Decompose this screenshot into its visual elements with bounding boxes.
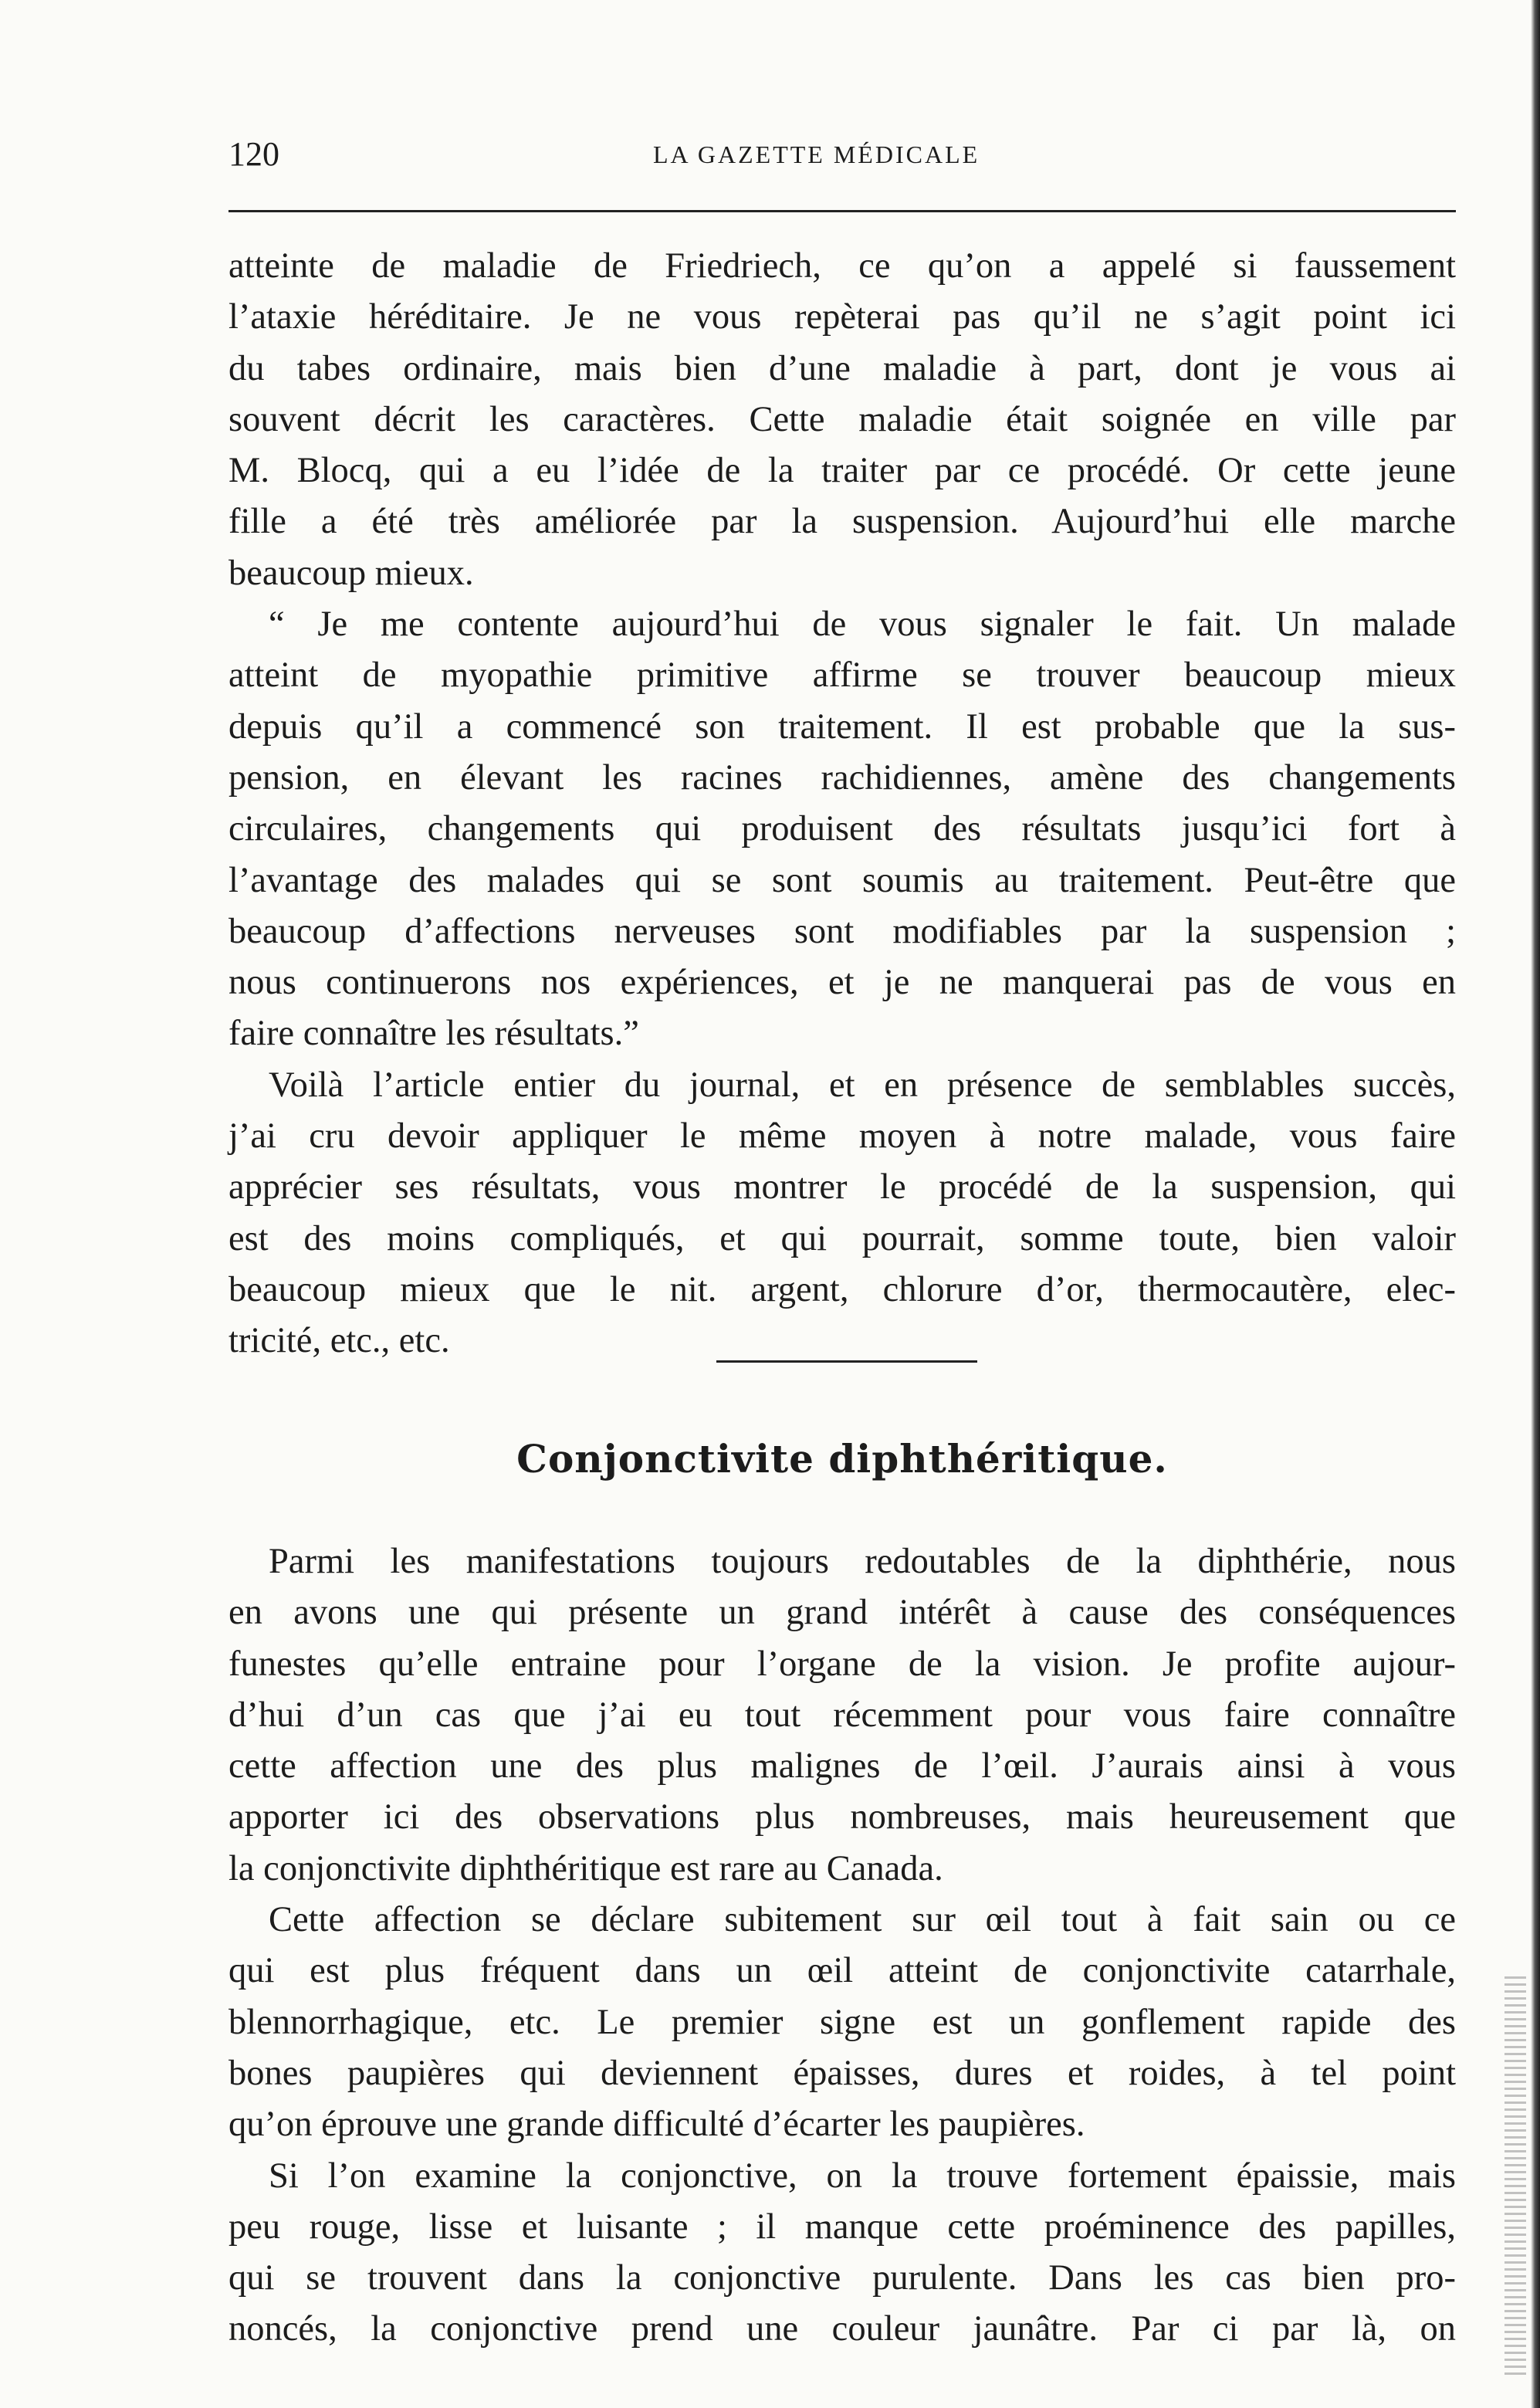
text-line: Si l’on examine la conjonctive, on la trouve fortement épaissie, mais <box>269 2156 1456 2196</box>
section-body <box>228 1536 1456 2356</box>
text-line: pension, en élevant les racines rachidiennes, amène des changements <box>228 757 1456 798</box>
text-line: blennorrhagique, etc. Le premier signe est un gonflement rapide des <box>228 2002 1456 2042</box>
journal-title: LA GAZETTE MÉDICALE <box>653 141 980 168</box>
paragraph <box>228 241 1456 599</box>
running-head <box>228 131 1456 178</box>
text-line: d’hui d’un cas que j’ai eu tout récemment pour vous faire connaître <box>228 1695 1456 1735</box>
text-line: faire connaître les résultats.” <box>228 1014 639 1054</box>
text-line: qu’on éprouve une grande difficulté d’écarter les paupières. <box>228 2105 1085 2145</box>
text-line: Parmi les manifestations toujours redoutables de la diphthérie, nous <box>269 1542 1456 1581</box>
text-line: tricité, etc., etc. <box>228 1321 450 1361</box>
text-line: M. Blocq, qui a eu l’idée de la traiter par ce procédé. Or cette jeune <box>228 451 1456 491</box>
text-line: peu rouge, lisse et luisante ; il manque cette proéminence des papilles, <box>228 2206 1456 2247</box>
text-line: qui se trouvent dans la conjonctive purulente. Dans les cas bien pro- <box>228 2258 1456 2298</box>
text-line: j’ai cru devoir appliquer le même moyen à notre malade, vous faire <box>228 1116 1456 1157</box>
text-line: beaucoup mieux. <box>228 553 474 593</box>
text-line: bones paupières qui deviennent épaisses, dures et roides, à tel point <box>228 2053 1456 2093</box>
text-line: beaucoup d’affections nerveuses sont modifiables par la suspension ; <box>228 911 1456 951</box>
text-line: atteint de myopathie primitive affirme se trouver beaucoup mieux <box>228 655 1456 696</box>
text-line: Cette affection se déclare subitement sur œil tout à fait sain ou ce <box>269 1900 1456 1940</box>
article-continued <box>228 241 1456 1367</box>
text-line: nous continuerons nos expériences, et je ne manquerai pas de vous en <box>228 963 1456 1003</box>
text-line: noncés, la conjonctive prend une couleur jaunâtre. Par ci par là, on <box>228 2309 1456 2349</box>
page-number: 120 <box>228 135 279 173</box>
text-line: en avons une qui présente un grand intérêt à cause des conséquences <box>228 1593 1456 1633</box>
header-rule <box>228 210 1456 212</box>
text-line: “ Je me contente aujourd’hui de vous signaler le fait. Un malade <box>269 605 1456 645</box>
paragraph <box>228 2151 1456 2356</box>
text-line: atteinte de maladie de Friedriech, ce qu’on a appelé si faussement <box>228 246 1456 286</box>
scan-edge-specks <box>1504 1976 1526 2378</box>
paragraph <box>228 599 1456 1060</box>
text-line: la conjonctivite diphthéritique est rare au Canada. <box>228 1848 943 1888</box>
section-title: Conjonctivite diphthéritique. <box>516 1436 1168 1482</box>
paragraph <box>228 1536 1456 1895</box>
text-line: qui est plus fréquent dans un œil atteint de conjonctivite catarrhale, <box>228 1951 1456 1991</box>
text-line: est des moins compliqués, et qui pourrait, somme toute, bien valoir <box>228 1218 1456 1258</box>
text-line: fille a été très améliorée par la suspension. Aujourd’hui elle marche <box>228 502 1456 542</box>
text-line: Voilà l’article entier du journal, et en présence de semblables succès, <box>269 1065 1456 1105</box>
text-line: l’ataxie héréditaire. Je ne vous repèterai pas qu’il ne s’agit point ici <box>228 297 1456 337</box>
text-line: apporter ici des observations plus nombreuses, mais heureusement que <box>228 1797 1456 1837</box>
text-line: beaucoup mieux que le nit. argent, chlorure d’or, thermocautère, elec- <box>228 1269 1456 1309</box>
paragraph <box>228 1895 1456 2150</box>
text-line: du tabes ordinaire, mais bien d’une maladie à part, dont je vous ai <box>228 348 1456 388</box>
paragraph <box>228 1060 1456 1367</box>
text-line: depuis qu’il a commencé son traitement. Il est probable que la sus- <box>228 706 1456 747</box>
text-line: circulaires, changements qui produisent des résultats jusqu’ici fort à <box>228 809 1456 849</box>
text-line: souvent décrit les caractères. Cette maladie était soignée en ville par <box>228 399 1456 439</box>
text-line: funestes qu’elle entraine pour l’organe de la vision. Je profite aujour- <box>228 1644 1456 1684</box>
scan-page-edge <box>1531 0 1540 2408</box>
text-line: apprécier ses résultats, vous montrer le procédé de la suspension, qui <box>228 1167 1456 1207</box>
section-divider <box>716 1360 977 1363</box>
text-line: cette affection une des plus malignes de l’œil. J’aurais ainsi à vous <box>228 1746 1456 1787</box>
text-line: l’avantage des malades qui se sont soumis au traitement. Peut-être que <box>228 860 1456 900</box>
